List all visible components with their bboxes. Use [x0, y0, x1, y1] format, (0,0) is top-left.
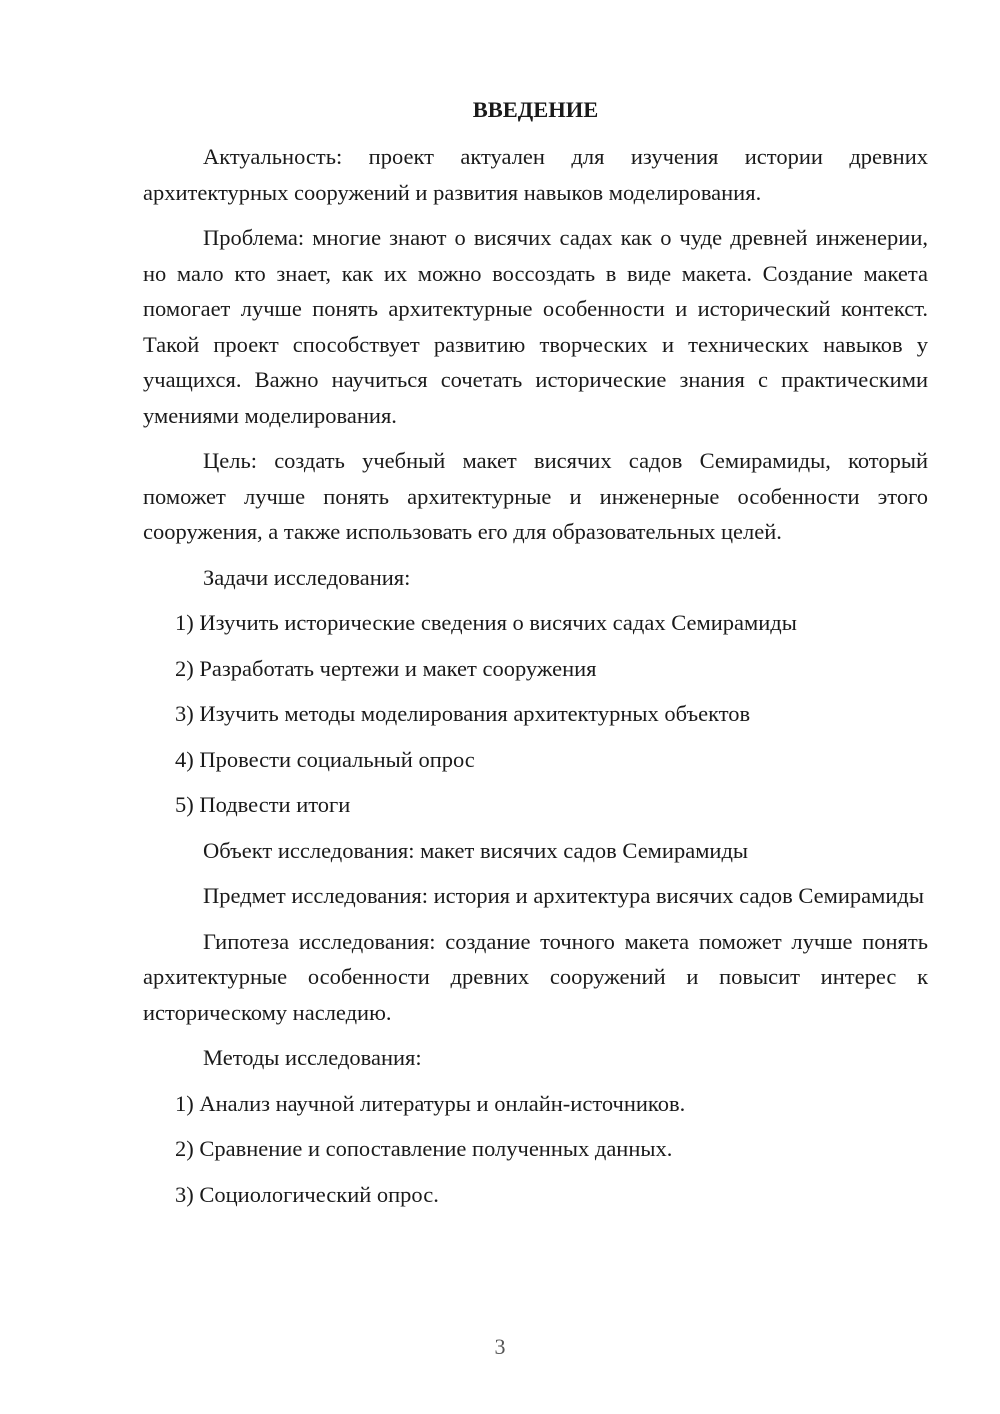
tasks-list [143, 605, 928, 823]
list-item: 5) Подвести итоги [175, 792, 351, 817]
hypothesis-paragraph: Гипотеза исследования: создание точного макета поможет лучше понять архитектурные особенности древних сооружений и повысит интерес к историческому наследию. [143, 928, 928, 1025]
problem-paragraph: Проблема: многие знают о висячих садах как о чуде древней инженерии, но мало кто знает, как их можно воссоздать в виде макета. Создание макета помогает лучше понять архитектурные особенности и исторический контекст. Такой проект способствует развитию творческих и технических навыков у учащихся. Важно научиться сочетать исторические знания с практическими умениями моделирования. [143, 225, 928, 428]
subject-paragraph: Предмет исследования: история и архитектура висячих садов Семирамиды [203, 883, 924, 908]
list-item: 2) Разработать чертежи и макет сооружения [175, 655, 597, 681]
tasks-heading: Задачи исследования: [203, 564, 411, 590]
relevance-paragraph: Актуальность: проект актуален для изучения истории древних архитектурных сооружений и развития навыков моделирования. [143, 144, 928, 205]
page-number: 3 [494, 1334, 506, 1359]
methods-list [143, 1086, 928, 1213]
page-title: ВВЕДЕНИЕ [472, 97, 599, 122]
document-page [143, 92, 928, 1222]
list-item: 4) Провести социальный опрос [175, 746, 475, 772]
goal-paragraph: Цель: создать учебный макет висячих садов Семирамиды, который поможет лучше понять архитектурные и инженерные особенности этого сооружения, а также использовать его для образовательных целей. [143, 448, 928, 544]
object-paragraph: Объект исследования: макет висячих садов Семирамиды [203, 837, 749, 863]
list-item: 3) Изучить методы моделирования архитектурных объектов [175, 701, 751, 726]
methods-heading: Методы исследования: [203, 1045, 422, 1070]
list-item: 2) Сравнение и сопоставление полученных данных. [175, 1136, 673, 1161]
list-item: 3) Социологический опрос. [175, 1181, 439, 1207]
list-item: 1) Анализ научной литературы и онлайн-источников. [175, 1090, 686, 1116]
list-item: 1) Изучить исторические сведения о висячих садах Семирамиды [175, 610, 797, 635]
